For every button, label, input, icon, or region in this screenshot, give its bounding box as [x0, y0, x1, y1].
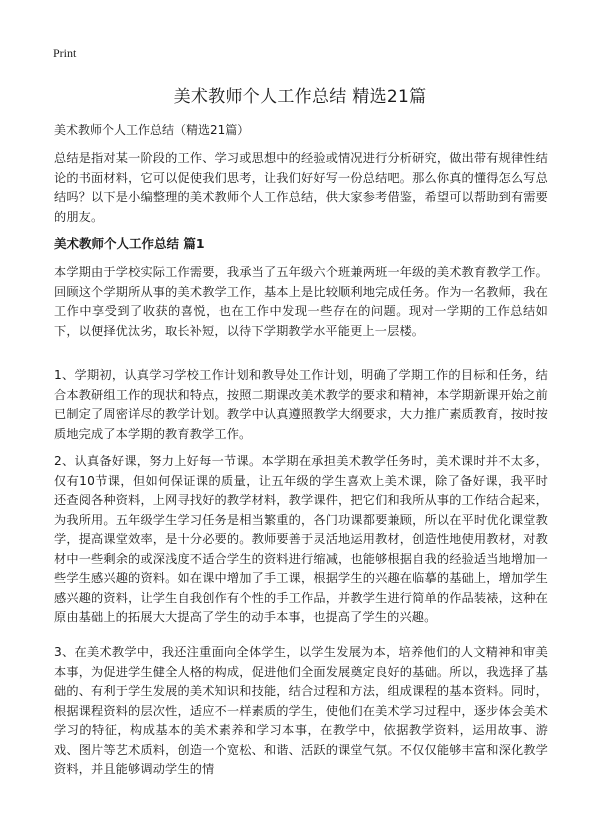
- section-heading: 美术教师个人工作总结 篇1: [54, 236, 205, 251]
- page-title: 美术教师个人工作总结 精选21篇: [173, 87, 427, 107]
- body-paragraph-2: 1、学期初，认真学习学校工作计划和教导处工作计划，明确了学期工作的目标和任务，结合本教研组工作的现状和特点，按照二期课改美术教学的要求和精神，本学期新课开始之前已制定了周密详尽的教学计划。教学中认真遵照教学大纲要求，大力推广素质教育，按时按质地完成了本学期的教育教学工作。: [54, 368, 548, 441]
- print-link[interactable]: Print: [53, 46, 77, 60]
- body-paragraph-4: 3、在美术教学中，我还注重面向全体学生，以学生发展为本，培养他们的人文精神和审美本事，为促进学生健全人格的构成，促进他们全面发展奠定良好的基础。所以，我选择了基础的、有利于学生发展的美术知识和技能，结合过程和方法，组成课程的基本资料。同时，根据课程资料的层次性，适应不一样素质的学生，使他们在美术学习过程中，逐步体会美术学习的特征，构成基本的美术素养和学习本事，在教学中，依据教学资料，运用故事、游戏、图片等艺术质料，创造一个宽松、和谐、活跃的课堂气氛。不仅仅能够丰富和深化教学资料，并且能够调动学生的情: [54, 645, 548, 776]
- intro-paragraph: 总结是指对某一阶段的工作、学习或思想中的经验或情况进行分析研究，做出带有规律性结论的书面材料，它可以促使我们思考，让我们好好写一份总结吧。那么你真的懂得怎么写总结吗？以下是小编整理的美术教师个人工作总结，供大家参考借鉴，希望可以帮助到有需要的朋友。: [54, 151, 548, 224]
- body-paragraph-3: 2、认真备好课，努力上好每一节课。本学期在承担美术教学任务时，美术课时并不太多，仅有10节课，但如何保证课的质量，让五年级的学生喜欢上美术课，除了备好课，我平时还查阅各种资料，上网寻找好的教学材料，教学课件，把它们和我所从事的工作结合起来，为我所用。五年级学生学习任务是相当繁重的，各门功课都要兼顾，所以在平时优化课堂教学，提高课堂效率，是十分必要的。教师要善于灵活地运用教材，创造性地使用教材，对教材中一些剩余的或深浅度不适合学生的资料进行缩减，也能够根据自我的经验适当地增加一些学生感兴趣的资料。如在课中增加了手工课，根据学生的兴趣在临摹的基础上，增加学生感兴趣的资料，让学生自我创作有个性的手工作品，并教学生进行简单的作品装裱，这种在原由基础上的拓展大大提高了学生的动手本事，也提高了学生的兴趣。: [54, 454, 548, 624]
- document-subtitle: 美术教师个人工作总结（精选21篇）: [54, 123, 250, 137]
- body-paragraph-1: 本学期由于学校实际工作需要，我承当了五年级六个班兼两班一年级的美术教育教学工作。回顾这个学期所从事的美术教学工作，基本上是比较顺利地完成任务。作为一名教师，我在工作中享受到了收获的喜悦，也在工作中发现一些存在的问题。现对一学期的工作总结如下，以便择优汰劣，取长补短，以待下学期教学水平能更上一层楼。: [54, 265, 548, 338]
